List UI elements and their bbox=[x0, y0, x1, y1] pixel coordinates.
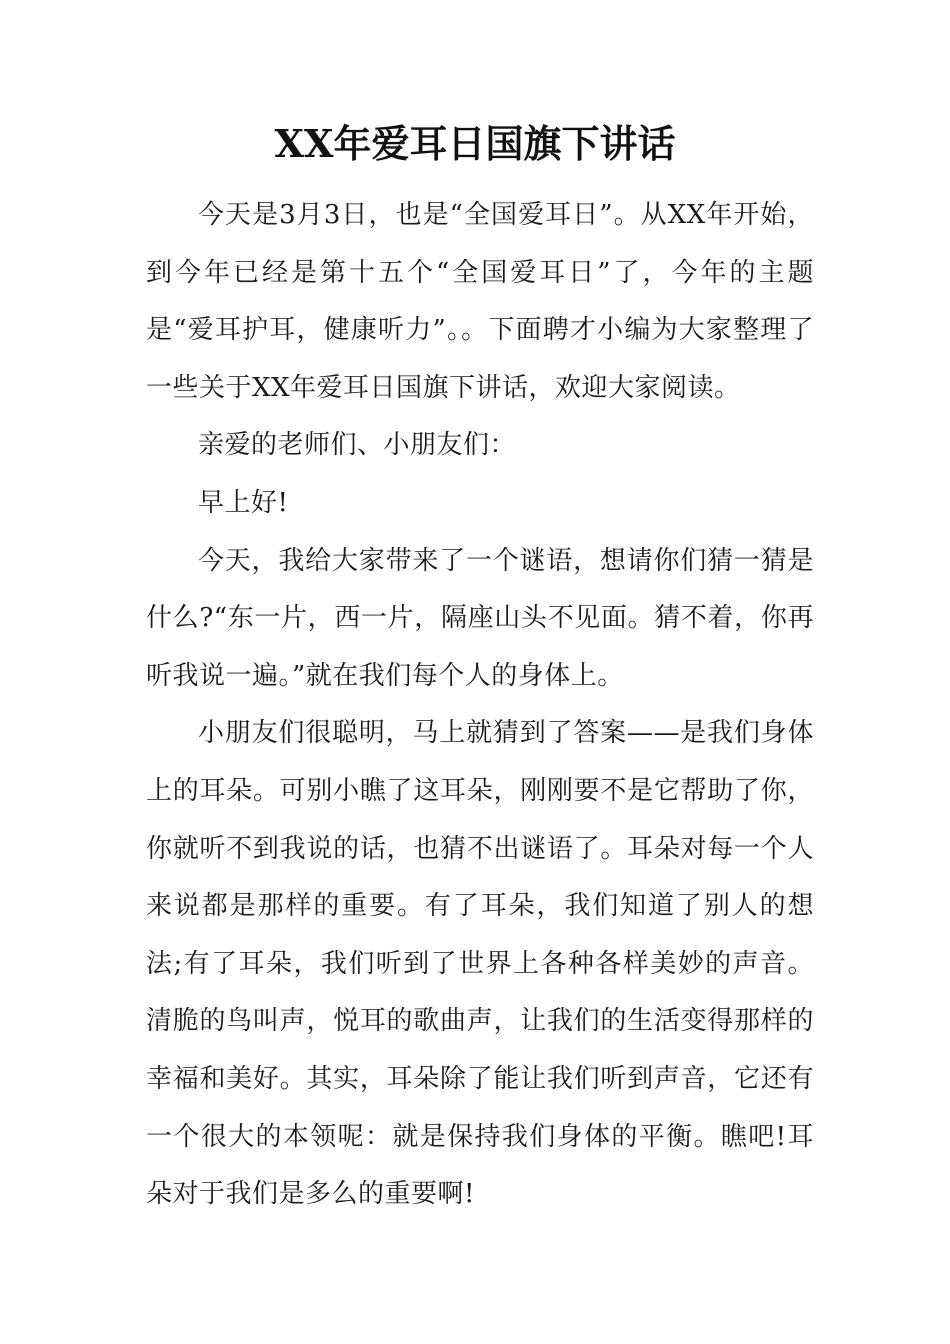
paragraph-ears: 小朋友们很聪明，马上就猜到了答案——是我们身体上的耳朵。可别小瞧了这耳朵，刚刚要不是它帮助了你，你就听不到我说的话，也猜不出谜语了。耳朵对每一个人来说都是那样的重要。有了耳朵，我们知道了别人的想法;有了耳朵，我们听到了世界上各种各样美妙的声音。清脆的鸟叫声，悦耳的歌曲声，让我们的生活变得那样的幸福和美好。其实，耳朵除了能让我们听到声音，它还有一个很大的本领呢：就是保持我们身体的平衡。瞧吧!耳朵对于我们是多么的重要啊! bbox=[146, 718, 814, 1210]
document-title: XX年爱耳日国旗下讲话 bbox=[274, 121, 676, 166]
document-body bbox=[146, 187, 814, 1224]
paragraph-intro: 今天是3月3日，也是“全国爱耳日”。从XX年开始，到今年已经是第十五个“全国爱耳日”了，今年的主题是“爱耳护耳，健康听力”。。下面聘才小编为大家整理了一些关于XX年爱耳日国旗下讲话，欢迎大家阅读。 bbox=[146, 200, 814, 403]
paragraph-riddle: 今天，我给大家带来了一个谜语，想请你们猜一猜是什么?“东一片，西一片，隔座山头不见面。猜不着，你再听我说一遍。”就在我们每个人的身体上。 bbox=[146, 545, 814, 691]
paragraph-good-morning: 早上好! bbox=[198, 487, 289, 518]
paragraph-greeting: 亲爱的老师们、小朋友们： bbox=[198, 430, 517, 461]
